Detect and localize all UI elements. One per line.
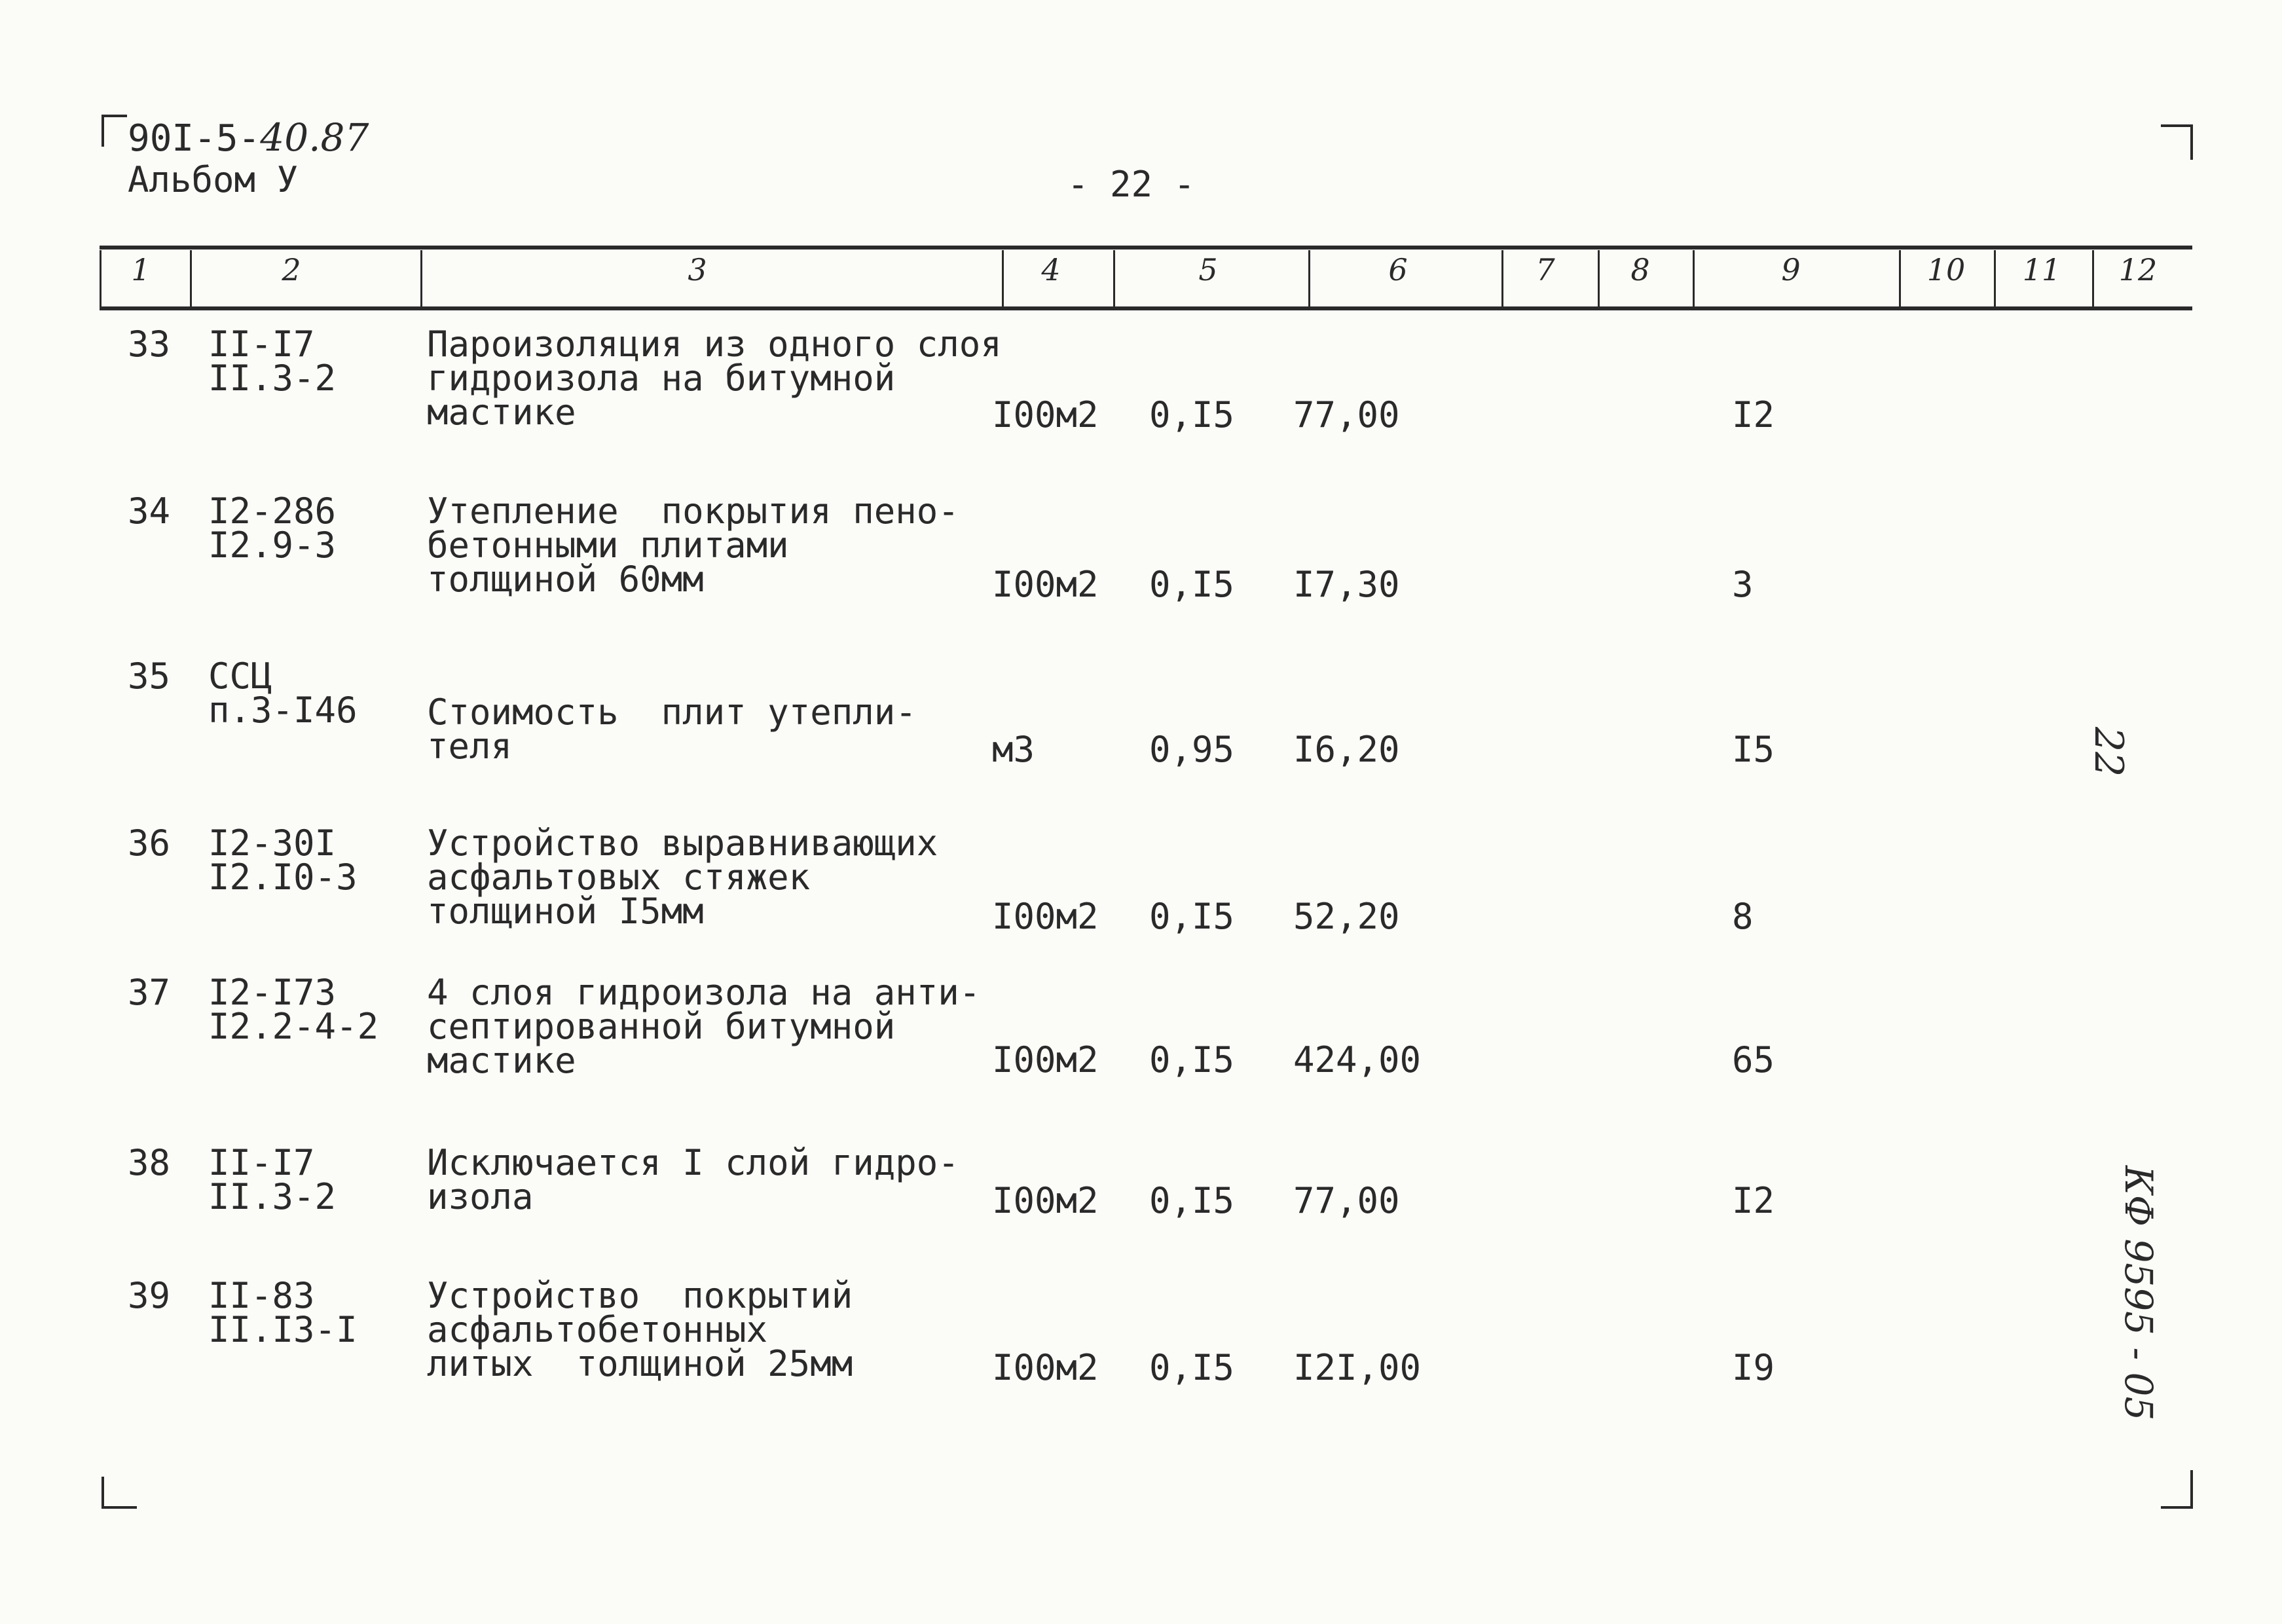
work-description: Исключается I слой гидро- изола: [427, 1142, 959, 1217]
column-number: 11: [2022, 252, 2061, 287]
row-number: 39: [128, 1275, 171, 1316]
unit-of-measure: м3: [992, 729, 1035, 770]
row-number: 38: [128, 1142, 171, 1183]
page-number: - 22 -: [1067, 164, 1196, 205]
margin-archive-stamp: КФ 9595 - 05: [2116, 1166, 2161, 1421]
work-description: 4 слоя гидроизола на анти- септированной битумной мастике: [427, 972, 981, 1081]
quantity: 0,I5: [1149, 1347, 1235, 1388]
table-header-bottom-rule: [100, 306, 2192, 310]
unit-price: 77,00: [1293, 1180, 1400, 1221]
column-number: 9: [1781, 252, 1801, 287]
column-divider: [2092, 250, 2094, 309]
unit-of-measure: I00м2: [992, 1039, 1099, 1080]
album-label: Альбом У: [128, 159, 299, 200]
row-number: 33: [128, 323, 171, 365]
unit-of-measure: I00м2: [992, 1180, 1099, 1221]
column-9-value: 65: [1732, 1039, 1775, 1080]
column-9-value: I2: [1732, 1180, 1775, 1221]
quantity: 0,I5: [1149, 564, 1235, 605]
column-divider: [1994, 250, 1996, 309]
row-number: 37: [128, 972, 171, 1013]
column-number: 4: [1041, 252, 1061, 287]
unit-of-measure: I00м2: [992, 896, 1099, 937]
corner-mark-bottom-left: [101, 1477, 137, 1509]
quantity: 0,I5: [1149, 394, 1235, 435]
column-divider: [1899, 250, 1901, 309]
column-9-value: 3: [1732, 564, 1754, 605]
quantity: 0,I5: [1149, 1039, 1235, 1080]
work-description: Устройство покрытий асфальтобетонных литых толщиной 25мм: [427, 1275, 853, 1384]
column-number: 1: [131, 252, 151, 287]
column-number: 2: [282, 252, 301, 287]
column-divider: [1113, 250, 1115, 309]
table-top-rule: [100, 246, 2192, 249]
unit-of-measure: I00м2: [992, 394, 1099, 435]
document-code-prefix: 90I-5-: [128, 117, 261, 160]
column-divider: [420, 250, 422, 309]
margin-page-mark: 22: [2086, 727, 2131, 777]
row-number: 35: [128, 655, 171, 697]
column-number: 10: [1926, 252, 1966, 287]
quantity: 0,I5: [1149, 896, 1235, 937]
unit-price: 52,20: [1293, 896, 1400, 937]
column-9-value: I5: [1732, 729, 1775, 770]
column-9-value: I2: [1732, 394, 1775, 435]
quantity: 0,I5: [1149, 1180, 1235, 1221]
row-number: 36: [128, 822, 171, 864]
column-divider: [1308, 250, 1310, 309]
row-number: 34: [128, 490, 171, 532]
rate-code: I2-I73 I2.2-4-2: [208, 972, 379, 1047]
column-9-value: I9: [1732, 1347, 1775, 1388]
column-number: 3: [688, 252, 707, 287]
rate-code: II-I7 II.3-2: [208, 323, 337, 399]
work-description: Пароизоляция из одного слоя гидроизола на битумной мастике: [427, 323, 1002, 433]
corner-mark-top-left: [101, 115, 127, 147]
corner-mark-bottom-right: [2161, 1470, 2193, 1509]
unit-of-measure: I00м2: [992, 1347, 1099, 1388]
column-number: 8: [1630, 252, 1650, 287]
unit-of-measure: I00м2: [992, 564, 1099, 605]
column-number: 6: [1388, 252, 1408, 287]
corner-mark-top-right: [2161, 124, 2193, 160]
unit-price: 424,00: [1293, 1039, 1422, 1080]
work-description: Стоимость плит утепли- теля: [427, 692, 917, 767]
unit-price: I2I,00: [1293, 1347, 1422, 1388]
unit-price: I6,20: [1293, 729, 1400, 770]
rate-code: II-I7 II.3-2: [208, 1142, 337, 1217]
column-divider: [1501, 250, 1503, 309]
column-divider: [1598, 250, 1600, 309]
rate-code: II-83 II.I3-I: [208, 1275, 358, 1350]
rate-code: I2-286 I2.9-3: [208, 490, 337, 566]
rate-code: ССЦ п.3-I46: [208, 655, 358, 731]
work-description: Утепление покрытия пено- бетонными плитами толщиной 60мм: [427, 490, 959, 600]
column-9-value: 8: [1732, 896, 1754, 937]
rate-code: I2-30I I2.I0-3: [208, 822, 358, 898]
work-description: Устройство выравнивающих асфальтовых стяжек толщиной I5мм: [427, 822, 938, 932]
unit-price: 77,00: [1293, 394, 1400, 435]
document-code-suffix: 40.87: [260, 115, 369, 160]
column-number: 7: [1536, 252, 1555, 287]
unit-price: I7,30: [1293, 564, 1400, 605]
document-code: [128, 115, 369, 160]
column-number: 5: [1198, 252, 1218, 287]
quantity: 0,95: [1149, 729, 1235, 770]
column-divider: [1693, 250, 1695, 309]
column-divider: [190, 250, 192, 309]
column-divider: [1002, 250, 1004, 309]
column-number: 12: [2118, 252, 2158, 287]
